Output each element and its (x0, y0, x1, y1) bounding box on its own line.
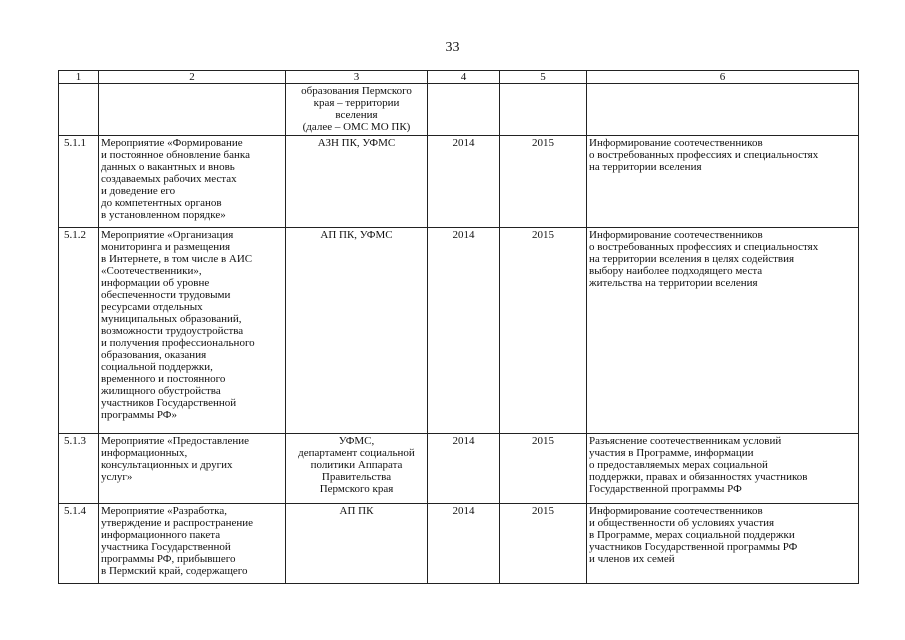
measure-name: Мероприятие «Организация мониторинга и размещения в Интернете, в том числе в АИС «Соотечественники», информации об уровне обеспеченности трудовыми ресурсами отдельных муниципальных образований, возможности трудоустройства и получения профессионального образования, оказания социальной поддержки, временного и постоянного жилищного обустройства участников Государственной программы РФ» (99, 228, 286, 434)
expected-result: Информирование соотечественников о востребованных профессиях и специальностях на территории вселения в целях содействия выбору наиболее подходящего места жительства на территории вселения (587, 228, 859, 434)
expected-result: Информирование соотечественников и общественности об условиях участия в Программе, мерах социальной поддержки участников Государственной программы РФ и членов их семей (587, 504, 859, 584)
measure-name: Мероприятие «Предоставление информационных, консультационных и других услуг» (99, 434, 286, 504)
table-row (59, 434, 859, 504)
table-row (59, 136, 859, 228)
table-row (59, 228, 859, 434)
end-year: 2015 (500, 434, 587, 504)
measure-name (99, 84, 286, 136)
header-col-2: 2 (99, 71, 286, 84)
expected-result: Разъяснение соотечественникам условий участия в Программе, информации о предоставляемых мерах социальной поддержки, правах и обязанностях участников Государственной программы РФ (587, 434, 859, 504)
executor: АП ПК, УФМС (286, 228, 428, 434)
start-year: 2014 (428, 136, 500, 228)
row-number: 5.1.3 (59, 434, 99, 504)
end-year: 2015 (500, 228, 587, 434)
start-year (428, 84, 500, 136)
measure-name: Мероприятие «Формирование и постоянное обновление банка данных о вакантных и вновь создаваемых рабочих местах и доведение его до компетентных органов в установленном порядке» (99, 136, 286, 228)
table-header (59, 71, 859, 84)
row-number: 5.1.2 (59, 228, 99, 434)
measures-table (58, 70, 859, 584)
row-number: 5.1.1 (59, 136, 99, 228)
measure-name: Мероприятие «Разработка, утверждение и распространение информационного пакета участника Государственной программы РФ, прибывшего в Пермский край, содержащего (99, 504, 286, 584)
expected-result: Информирование соотечественников о востребованных профессиях и специальностях на территории вселения (587, 136, 859, 228)
executor: УФМС, департамент социальной политики Аппарата Правительства Пермского края (286, 434, 428, 504)
header-col-1: 1 (59, 71, 99, 84)
executor: АП ПК (286, 504, 428, 584)
end-year: 2015 (500, 504, 587, 584)
table-row (59, 504, 859, 584)
header-col-6: 6 (587, 71, 859, 84)
start-year: 2014 (428, 228, 500, 434)
table-row (59, 84, 859, 136)
executor: АЗН ПК, УФМС (286, 136, 428, 228)
row-number (59, 84, 99, 136)
end-year (500, 84, 587, 136)
table-body (59, 84, 859, 584)
start-year: 2014 (428, 504, 500, 584)
header-row (59, 71, 859, 84)
header-col-4: 4 (428, 71, 500, 84)
page-number: 33 (445, 40, 460, 55)
header-col-5: 5 (500, 71, 587, 84)
expected-result (587, 84, 859, 136)
header-col-3: 3 (286, 71, 428, 84)
end-year: 2015 (500, 136, 587, 228)
row-number: 5.1.4 (59, 504, 99, 584)
start-year: 2014 (428, 434, 500, 504)
executor: образования Пермского края – территории вселения (далее – ОМС МО ПК) (286, 84, 428, 136)
